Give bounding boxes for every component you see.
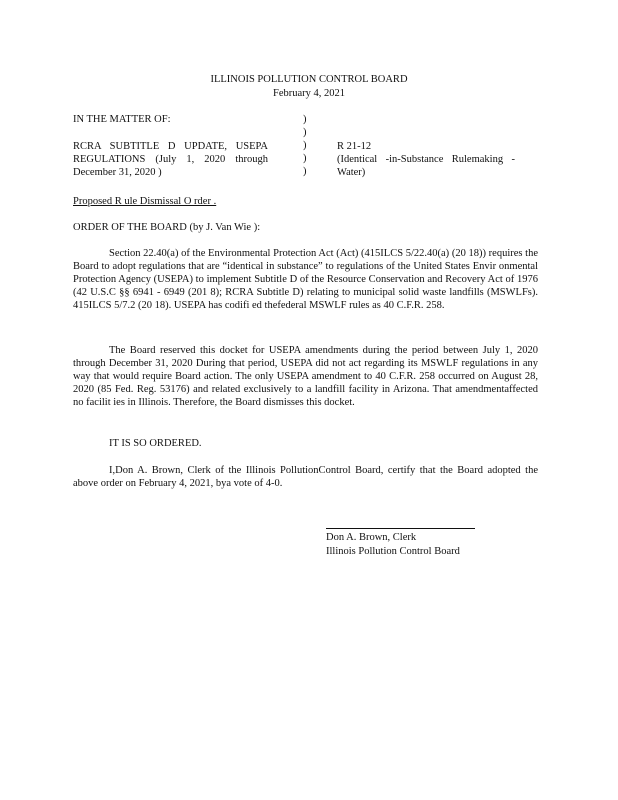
caption-right-line: (Identical -in-Substance Rulemaking - — [337, 154, 515, 165]
matter-label: IN THE MATTER OF: — [73, 114, 171, 125]
paren: ) — [303, 127, 307, 138]
so-ordered: IT IS SO ORDERED. — [109, 438, 202, 449]
paren: ) — [303, 166, 307, 177]
caption-left-line: December 31, 2020 ) — [73, 167, 162, 178]
board-title: ILLINOIS POLLUTION CONTROL BOARD — [210, 74, 408, 85]
paren: ) — [303, 114, 307, 125]
caption-left-line: REGULATIONS (July 1, 2020 through — [73, 154, 268, 165]
body-paragraph: The Board reserved this docket for USEPA amendments during the period between July 1, 2020 through December 31, 2020 During that period, USEPA did not act regarding its MSWLF regulations in any way that would require Board action. The only USEPA amendment to 40 C.F.R. 258 occurred on August 28, 2020 (85 Fed. Reg. 53176) and related exclusively to a landfill facility in Arizona. That amendmentaffected no facilit ies in Illinois. Therefore, the Board dismisses this docket. — [73, 345, 538, 408]
caption-left — [73, 140, 268, 179]
signatory-organization: Illinois Pollution Control Board — [326, 546, 460, 557]
paren: ) — [303, 140, 307, 151]
caption-left-line: RCRA SUBTITLE D UPDATE, USEPA — [73, 141, 268, 152]
signatory-name: Don A. Brown, Clerk — [326, 532, 417, 543]
body-paragraph: Section 22.40(a) of the Environmental Protection Act (Act) (415ILCS 5/22.40(a) (20 18)) requires the Board to adopt regulations that are “identical in substance” to regulations of the United States Envir onmental Protection Agency (USEPA) to implement Subtitle D of the Resource Conservation and Recovery Act of 1976 (42 U.S.C §§ 6941 - 6949 (201 8); RCRA Subtitle D) relating to municipal solid waste landfills (MSWLFs). 415ILCS 5/7.2 (20 18). USEPA has codifi ed thefederal MSWLF rules as 40 C.F.R. 258. — [73, 248, 538, 311]
document-date: February 4, 2021 — [272, 88, 346, 99]
docket-number: R 21-12 — [337, 141, 372, 152]
signature-line — [326, 528, 475, 529]
clerk-certification: I,Don A. Brown, Clerk of the Illinois PollutionControl Board, certify that the Board adopted the above order on February 4, 2021, bya vote of 4-0. — [73, 465, 538, 489]
document-subject: Proposed R ule Dismissal O rder . — [73, 196, 217, 207]
caption-parens — [303, 113, 307, 178]
caption-right — [337, 140, 515, 179]
paren: ) — [303, 153, 307, 164]
caption-right-line: Water) — [337, 167, 366, 178]
order-heading: ORDER OF THE BOARD (by J. Van Wie ): — [73, 222, 261, 233]
